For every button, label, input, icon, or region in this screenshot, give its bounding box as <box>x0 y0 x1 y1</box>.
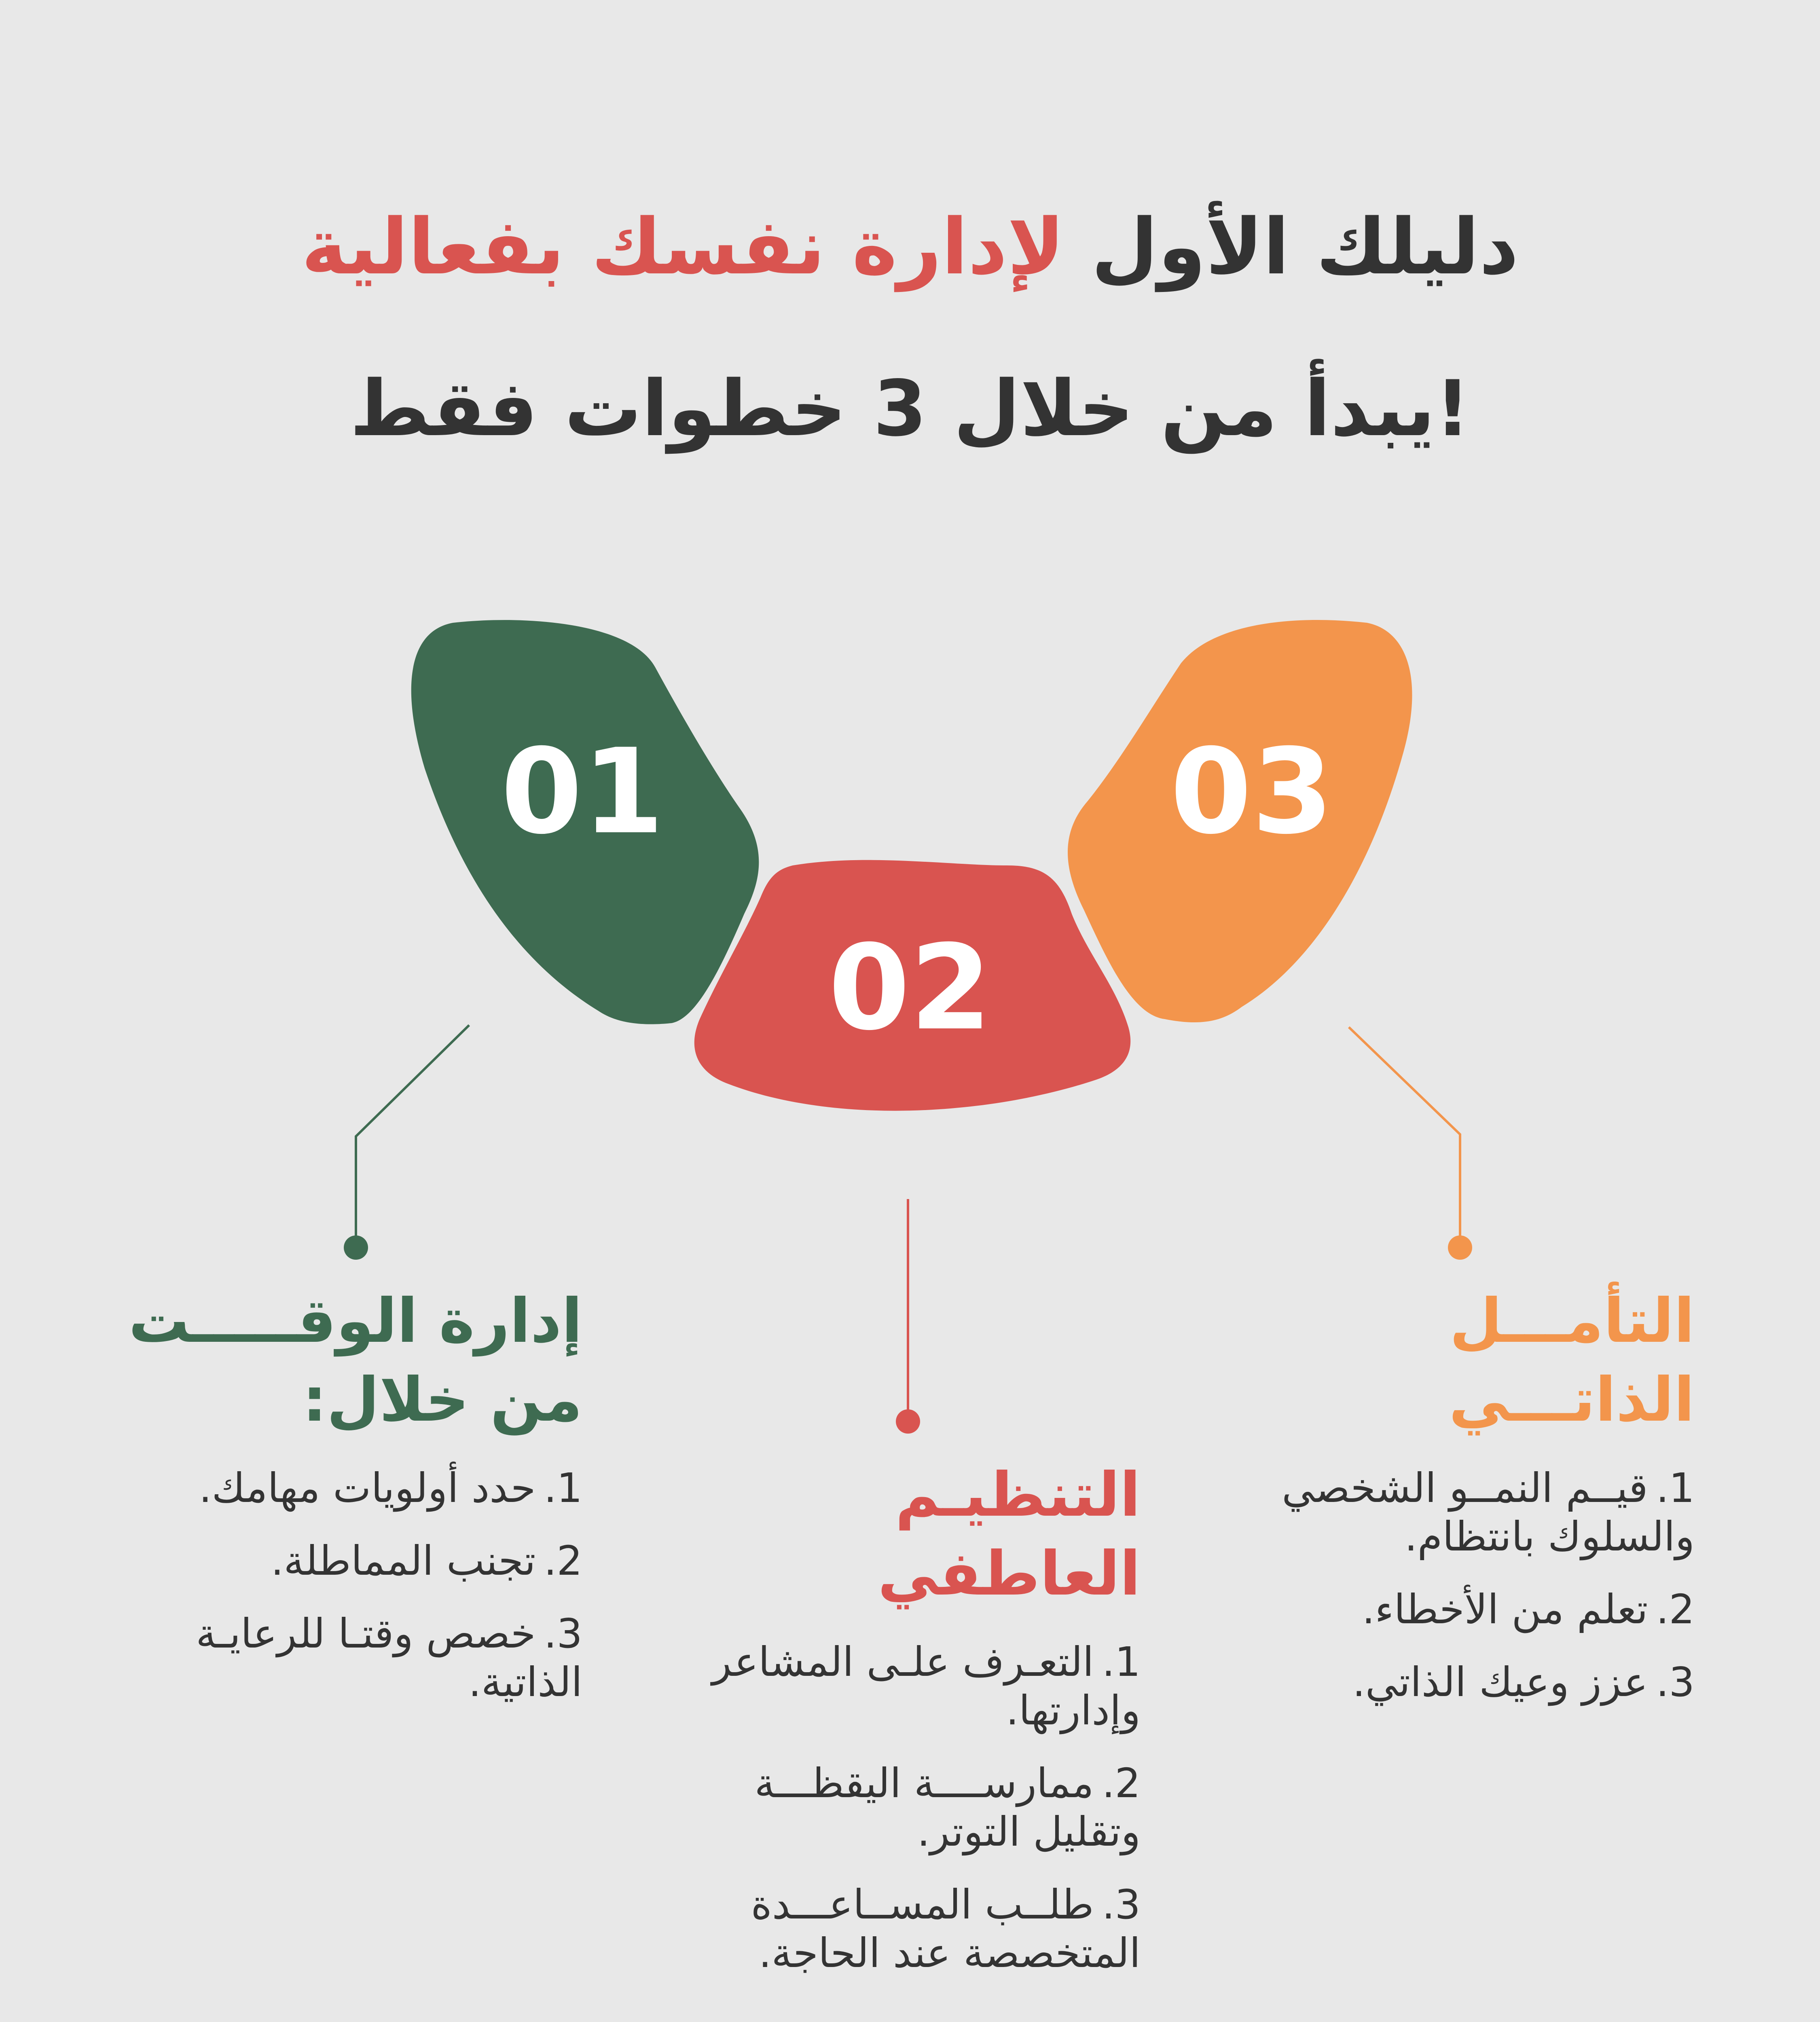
step-number-01: 01 <box>501 724 664 860</box>
list-item <box>113 1464 582 1512</box>
step-number-02: 02 <box>828 920 992 1056</box>
step-02-panel <box>663 1456 1141 1978</box>
connector-dot-01 <box>344 1235 368 1260</box>
item-text: تعلم من الأخطاء. <box>1362 1586 1648 1633</box>
list-item <box>663 1880 1141 1978</box>
step-number-03: 03 <box>1170 724 1333 860</box>
connector-dot-02 <box>896 1409 920 1434</box>
title-line-1-dark: دليلك الأول <box>1091 202 1519 292</box>
list-item <box>1213 1464 1695 1561</box>
item-text: عزز وعيك الذاتي. <box>1352 1658 1648 1706</box>
item-number: 1. <box>1102 1638 1141 1686</box>
item-number: 1. <box>544 1464 582 1512</box>
connector-dot-03 <box>1448 1235 1472 1260</box>
item-number: 2. <box>544 1537 582 1584</box>
step-02-heading: التنظيـم العاطفي <box>878 1460 1141 1609</box>
step-02-list <box>663 1638 1141 1978</box>
step-03-list <box>1213 1464 1695 1707</box>
step-01-panel <box>113 1282 582 1707</box>
step-03-panel <box>1213 1282 1695 1707</box>
list-item <box>113 1610 582 1707</box>
item-text: طلــب المســاعـــدة المتخصصة عند الحاجة. <box>751 1881 1141 1977</box>
step-01-heading <box>113 1282 582 1440</box>
item-text: قيــم النمــو الشخصي والسلوك بانتظام. <box>1282 1464 1695 1560</box>
title-line-2: يبدأ من خلال 3 خطوات فقط! <box>350 364 1470 453</box>
step-03-heading: التأمـــل الذاتـــي <box>1449 1286 1695 1435</box>
list-item <box>113 1537 582 1585</box>
item-number: 3. <box>1102 1881 1141 1928</box>
list-item <box>1213 1585 1695 1634</box>
title-line-1-highlight: لإدارة نفسك بفعالية <box>301 202 1065 292</box>
item-number: 2. <box>1656 1586 1695 1633</box>
item-text: التعـرف علـى المشاعر وإدارتها. <box>712 1638 1141 1734</box>
step-01-heading-line-1: إدارة الوقـــــت <box>128 1286 582 1356</box>
step-01-heading-line-2: من خلال: <box>302 1365 582 1435</box>
item-number: 3. <box>1656 1658 1695 1706</box>
item-number: 2. <box>1102 1760 1141 1807</box>
connector-01 <box>356 1025 469 1248</box>
list-item <box>663 1638 1141 1735</box>
item-number: 3. <box>544 1610 582 1657</box>
item-text: ممارســــة اليقظـــة وتقليل التوتر. <box>754 1760 1141 1855</box>
connector-03 <box>1349 1027 1460 1248</box>
step-01-list <box>113 1464 582 1707</box>
item-text: حدد أولويات مهامك. <box>199 1464 536 1512</box>
list-item <box>1213 1658 1695 1707</box>
item-text: تجنب المماطلة. <box>271 1537 536 1584</box>
item-number: 1. <box>1656 1464 1695 1512</box>
item-text: خصص وقتـا للرعايـة الذاتية. <box>196 1610 582 1706</box>
list-item <box>663 1759 1141 1856</box>
